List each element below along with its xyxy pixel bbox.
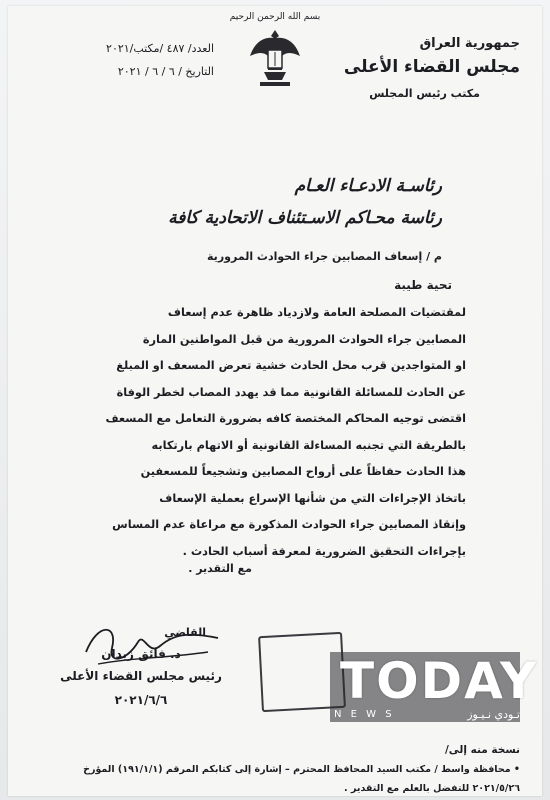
office-name: مكتب رئيس المجلس — [369, 87, 480, 100]
letter-reference — [54, 42, 214, 88]
reference-number: العدد/ ٤٨٧ /مكتب/٢٠٢١ — [106, 42, 214, 55]
country-name: جمهورية العراق — [419, 36, 520, 51]
watermark-logo-word: TODAY — [340, 652, 539, 710]
signer-role: رئيس مجلس القضاء الأعلى — [60, 669, 222, 683]
recipient-line: رئاسـة الادعـاء العـام — [294, 176, 442, 196]
closing-line: مع التقدير . — [188, 562, 252, 575]
greeting: تحية طيبة — [394, 278, 452, 292]
body-line: هذا الحادث حفاظاً على أرواح المصابين وتشجيعاً للمسعفين — [140, 465, 466, 478]
copy-recipient-line: • محافظة واسط / مكتب السيد المحافظ المحترم – إشارة إلى كتابكم المرقم (١٩١/١/١) المؤرخ — [83, 764, 520, 775]
body-line: باتخاذ الإجراءات التي من شأنها الإسراع بعملية الإسعاف — [159, 491, 466, 505]
council-name: مجلس القضاء الأعلى — [343, 57, 520, 77]
letterhead-issuer — [320, 36, 520, 100]
body-line: اقتضى توجيه المحاكم المختصة كافه بضرورة التعامل مع المسعف — [105, 412, 466, 425]
letter-date: التاريخ / ٦ / ٦ / ٢٠٢١ — [117, 65, 214, 78]
watermark-sub-latin: N E W S — [334, 709, 395, 720]
recipient-line: رئاسة محـاكم الاسـتئناف الاتحادية كافة — [168, 208, 442, 228]
copy-recipient-line: ٢٠٢١/٥/٢٦ للتفضل بالعلم مع التقدير . — [344, 783, 520, 794]
body-line: او المتواجدين قرب محل الحادث خشية تعرض المسعف او المبلغ — [116, 359, 466, 372]
letter-subject: م / إسعاف المصابين جراء الحوادث المرورية — [207, 250, 442, 263]
watermark-logo-sub — [334, 708, 520, 721]
body-line: لمقتضيات المصلحة العامة ولازدياد ظاهرة عدم إسعاف — [167, 306, 466, 319]
body-line: عن الحادث للمسائلة القانونية مما قد يهدد المصاب لخطر الوفاة — [116, 385, 466, 399]
letter-body — [70, 300, 466, 565]
signer-title: القاضي — [164, 626, 206, 639]
body-line: بالطريقة التي تجنبه المساءلة القانونية أو الاتهام بارتكابه — [151, 438, 466, 452]
basmala: بسم الله الرحمن الرحيم — [229, 12, 321, 22]
body-line: بإجراءات التحقيق الضرورية لمعرفة أسباب الحادث . — [182, 544, 466, 558]
signature-block — [46, 626, 236, 707]
copies-heading: نسخة منه إلى/ — [444, 744, 520, 756]
signer-name: د. فائق زيدان — [101, 647, 181, 661]
signature-date: ٢٠٢١/٦/٦ — [114, 693, 168, 707]
eagle-emblem-icon — [248, 26, 302, 88]
body-line: المصابين جراء الحوادث المرورية من قبل المواطنين المارة — [142, 332, 466, 346]
watermark-sub-arabic: تـودي نـيـوز — [467, 708, 520, 721]
body-line: وإنقاذ المصابين جراء الحوادث المذكورة مع مراعاة عدم المساس — [112, 518, 466, 531]
letter-page — [8, 6, 542, 796]
